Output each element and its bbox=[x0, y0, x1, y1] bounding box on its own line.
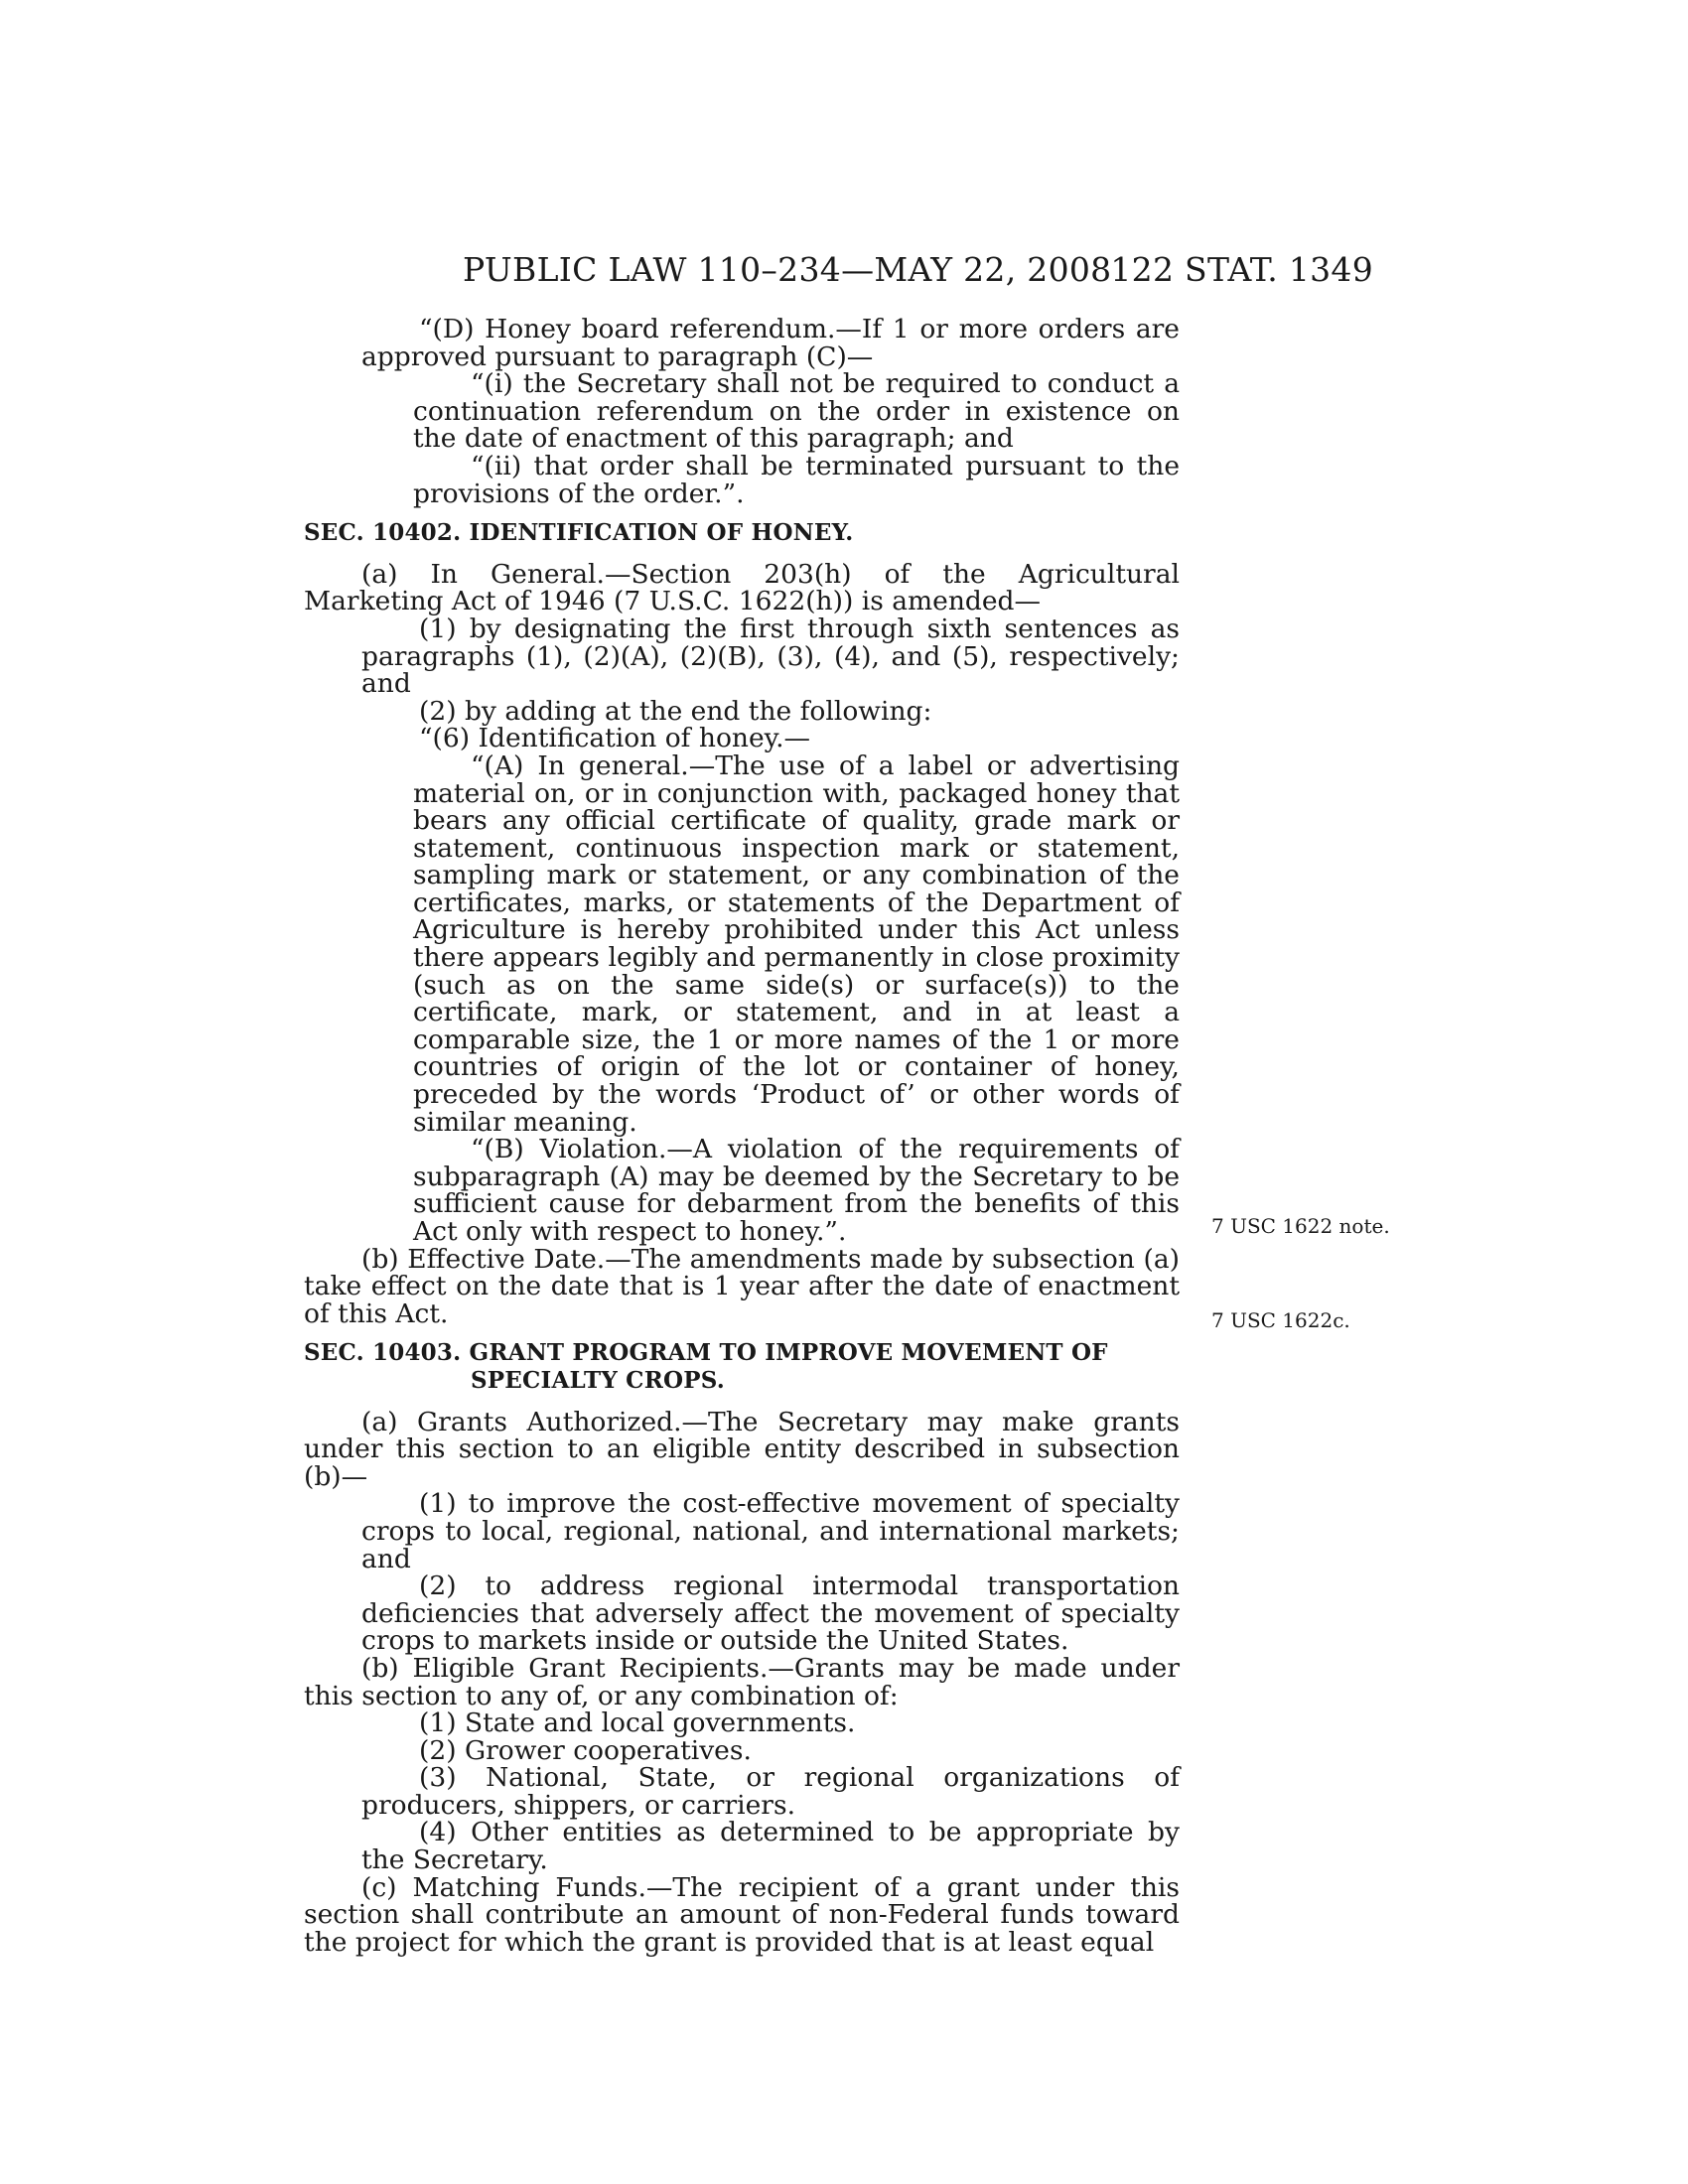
paragraph-2-adding: (2) by adding at the end the following: bbox=[419, 695, 932, 727]
paragraph-1-improve-movement: (1) to improve the cost-effective movement of specialty crops to local, regional, national, and international markets; and bbox=[361, 1488, 1180, 1574]
running-header-title: PUBLIC LAW 110–234—MAY 22, 2008 bbox=[463, 250, 1112, 289]
paragraph-d-honey-board-referendum: “(D) Honey board referendum.—If 1 or more orders are approved pursuant to paragraph (C)— bbox=[361, 314, 1180, 372]
clause-ii: “(ii) that order shall be terminated pursuant to the provisions of the order.”. bbox=[413, 450, 1180, 509]
subsection-a-grants-authorized: (a) Grants Authorized.—The Secretary may make grants under this section to an eligible entity described in subsection (b)— bbox=[304, 1406, 1180, 1492]
subsection-c-matching-funds: (c) Matching Funds.—The recipient of a grant under this section shall contribute an amount of non-Federal funds toward the project for which the grant is provided that is at least equal bbox=[304, 1871, 1180, 1958]
recipient-2-grower-cooperatives: (2) Grower cooperatives. bbox=[419, 1734, 752, 1766]
paragraph-2-transportation-deficiencies: (2) to address regional intermodal transportation deficiencies that adversely affect the movement of specialty crops to markets inside or outside the United States. bbox=[361, 1570, 1180, 1657]
margin-note-usc-1622c: 7 USC 1622c. bbox=[1211, 1308, 1350, 1332]
subparagraph-a-in-general: “(A) In general.—The use of a label or advertising material on, or in conjunction with, packaged honey that bears any official certificate of quality, grade mark or statement, continuous inspection mark or statement, sampling mark or statement, or any combination of the certificates, marks, or statements of the Department of Agriculture is hereby prohibited under this Act unless there appears legibly and permanently in close proximity (such as on the same side(s) or surface(s)) to the certificate, mark, or statement, and in at least a comparable size, the 1 or more names of the 1 or more countries of origin of the lot or container of honey, preceded by the words ‘Product of’ or other words of similar meaning. bbox=[413, 750, 1180, 1138]
recipient-3-organizations: (3) National, State, or regional organizations of producers, shippers, or carriers. bbox=[361, 1762, 1180, 1821]
section-heading-10402: SEC. 10402. IDENTIFICATION OF HONEY. bbox=[304, 519, 854, 547]
section-heading-10403: SEC. 10403. GRANT PROGRAM TO IMPROVE MOVEMENT OF SPECIALTY CROPS. bbox=[304, 1339, 1108, 1394]
subsection-b-effective-date: (b) Effective Date.—The amendments made by subsection (a) take effect on the date that is 1 year after the date of enactment of this Act. bbox=[304, 1243, 1180, 1329]
recipient-1-governments: (1) State and local governments. bbox=[419, 1707, 856, 1739]
subparagraph-b-violation: “(B) Violation.—A violation of the requirements of subparagraph (A) may be deemed by the Secretary to be sufficient cause for debarment from the benefits of this Act only with respect to honey.”. bbox=[413, 1134, 1180, 1247]
paragraph-6-identification-of-honey: “(6) Identification of honey.— bbox=[419, 723, 811, 754]
subsection-a-in-general: (a) In General.—Section 203(h) of the Agricultural Marketing Act of 1946 (7 U.S.C. 1622(h)) is amended— bbox=[304, 558, 1180, 617]
subsection-b-eligible-grant-recipients: (b) Eligible Grant Recipients.—Grants may be made under this section to any of, or any combination of: bbox=[304, 1652, 1180, 1711]
running-header-page-number: 122 STAT. 1349 bbox=[1110, 250, 1373, 289]
body-text bbox=[304, 316, 1180, 1956]
recipient-4-other-entities: (4) Other entities as determined to be appropriate by the Secretary. bbox=[361, 1817, 1180, 1876]
clause-i: “(i) the Secretary shall not be required to conduct a continuation referendum on the order in existence on the date of enactment of this paragraph; and bbox=[413, 368, 1180, 455]
margin-note-usc-1622: 7 USC 1622 note. bbox=[1211, 1214, 1390, 1238]
paragraph-1-designating: (1) by designating the first through sixth sentences as paragraphs (1), (2)(A), (2)(B), (3), (4), and (5), respectively; and bbox=[361, 613, 1180, 700]
